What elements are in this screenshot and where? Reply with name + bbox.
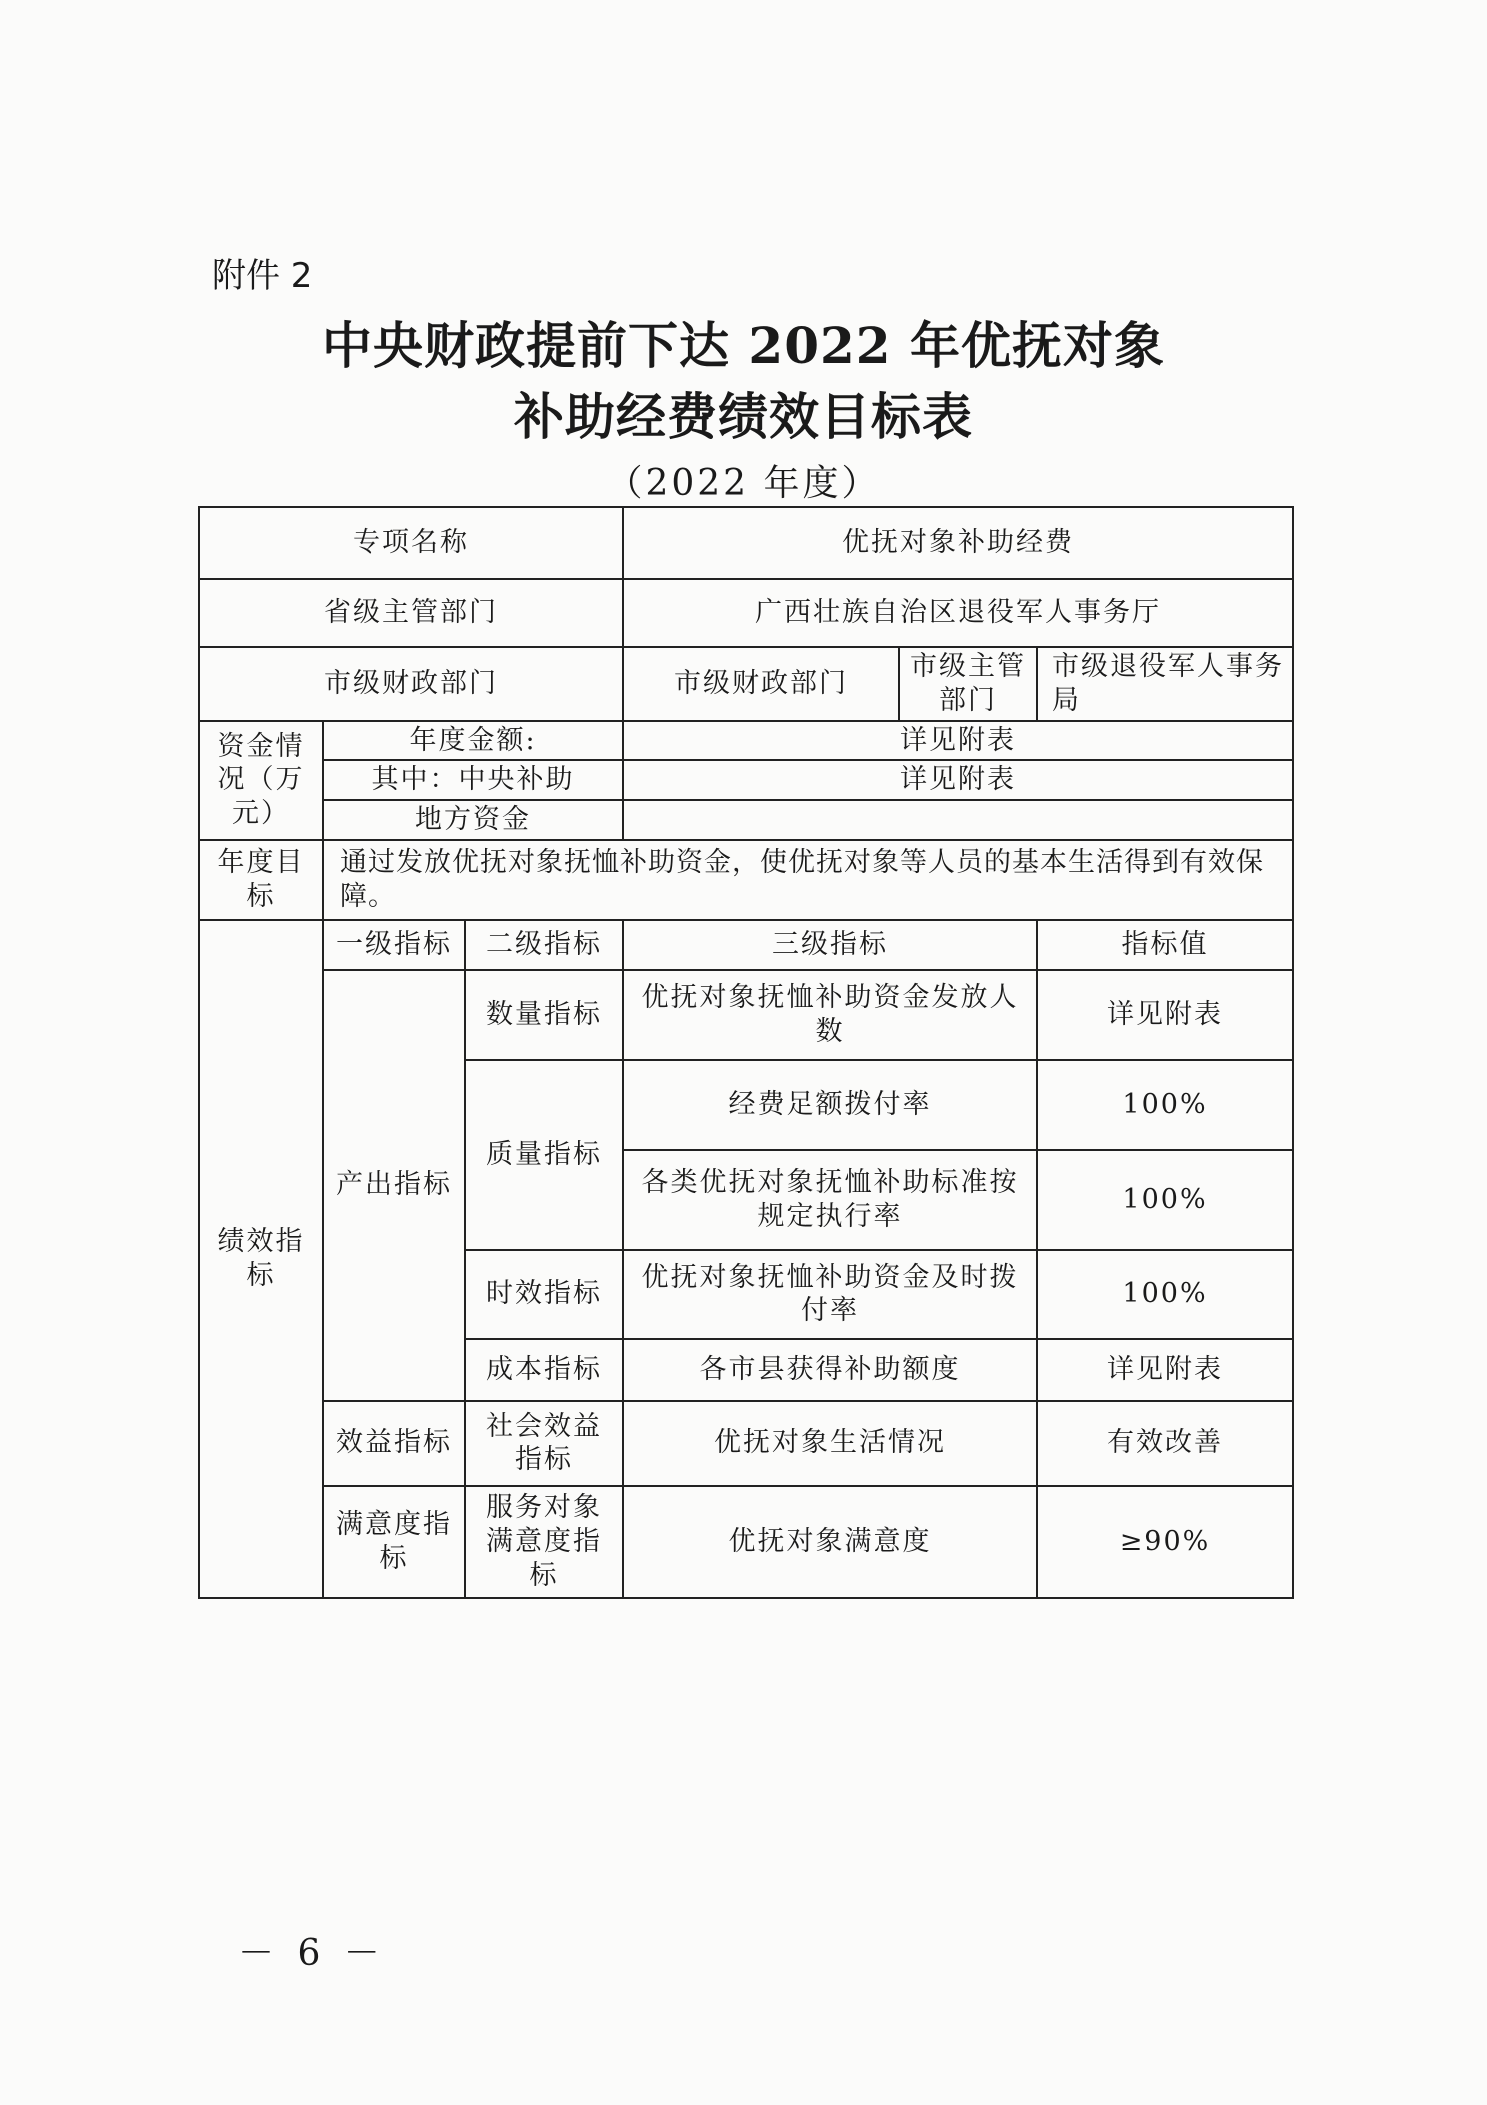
project-name-value: 优抚对象补助经费 [623, 507, 1293, 579]
quantity-indicator-value: 详见附表 [1037, 970, 1293, 1060]
local-funds-value [623, 800, 1293, 840]
timeliness-indicator-item: 优抚对象抚恤补助资金及时拨付率 [623, 1250, 1037, 1339]
attachment-label: 附件 2 [212, 256, 313, 296]
quality-indicator-value-2: 100% [1037, 1150, 1293, 1250]
document-subtitle: （2022 年度） [606, 463, 881, 504]
annual-goal-label: 年度目标 [199, 840, 323, 920]
social-benefit-value: 有效改善 [1037, 1401, 1293, 1486]
local-funds-label: 地方资金 [323, 800, 623, 840]
social-benefit-label: 社会效益指标 [465, 1401, 623, 1486]
quality-indicator-value-1: 100% [1037, 1060, 1293, 1150]
city-authority-value: 市级退役军人事务局 [1037, 647, 1293, 721]
quality-indicator-item-2: 各类优抚对象抚恤补助标准按规定执行率 [623, 1150, 1037, 1250]
header-level2: 二级指标 [465, 920, 623, 970]
annual-amount-label: 年度金额: [323, 721, 623, 761]
timeliness-indicator-label: 时效指标 [465, 1250, 623, 1339]
annual-goal-value: 通过发放优抚对象抚恤补助资金，使优抚对象等人员的基本生活得到有效保障。 [323, 840, 1293, 920]
social-benefit-item: 优抚对象生活情况 [623, 1401, 1037, 1486]
provincial-dept-label: 省级主管部门 [199, 579, 623, 647]
cost-indicator-label: 成本指标 [465, 1339, 623, 1401]
cost-indicator-item: 各市县获得补助额度 [623, 1339, 1037, 1401]
city-authority-label: 市级主管部门 [899, 647, 1037, 721]
annual-amount-value: 详见附表 [623, 721, 1293, 761]
document-title-line2: 补助经费绩效目标表 [514, 387, 973, 446]
quality-indicator-label: 质量指标 [465, 1060, 623, 1250]
city-finance-label: 市级财政部门 [199, 647, 623, 721]
page-number: － 6 － [238, 1933, 386, 1974]
benefit-indicator-label: 效益指标 [323, 1401, 465, 1486]
central-subsidy-value: 详见附表 [623, 760, 1293, 800]
service-satisfaction-label: 服务对象满意度指标 [465, 1486, 623, 1598]
quantity-indicator-label: 数量指标 [465, 970, 623, 1060]
central-subsidy-label: 其中：中央补助 [323, 760, 623, 800]
header-value: 指标值 [1037, 920, 1293, 970]
project-name-label: 专项名称 [199, 507, 623, 579]
performance-target-table [198, 506, 1294, 1599]
satisfaction-indicator-label: 满意度指标 [323, 1486, 465, 1598]
satisfaction-value: ≥90% [1037, 1486, 1293, 1598]
cost-indicator-value: 详见附表 [1037, 1339, 1293, 1401]
output-indicator-label: 产出指标 [323, 970, 465, 1401]
timeliness-indicator-value: 100% [1037, 1250, 1293, 1339]
performance-label: 绩效指标 [199, 920, 323, 1598]
header-level3: 三级指标 [623, 920, 1037, 970]
funds-label: 资金情况（万元） [199, 721, 323, 840]
city-finance-value: 市级财政部门 [623, 647, 899, 721]
header-level1: 一级指标 [323, 920, 465, 970]
satisfaction-item: 优抚对象满意度 [623, 1486, 1037, 1598]
document-title-line1: 中央财政提前下达 2022 年优抚对象 [322, 316, 1165, 375]
provincial-dept-value: 广西壮族自治区退役军人事务厅 [623, 579, 1293, 647]
quality-indicator-item-1: 经费足额拨付率 [623, 1060, 1037, 1150]
quantity-indicator-item: 优抚对象抚恤补助资金发放人数 [623, 970, 1037, 1060]
